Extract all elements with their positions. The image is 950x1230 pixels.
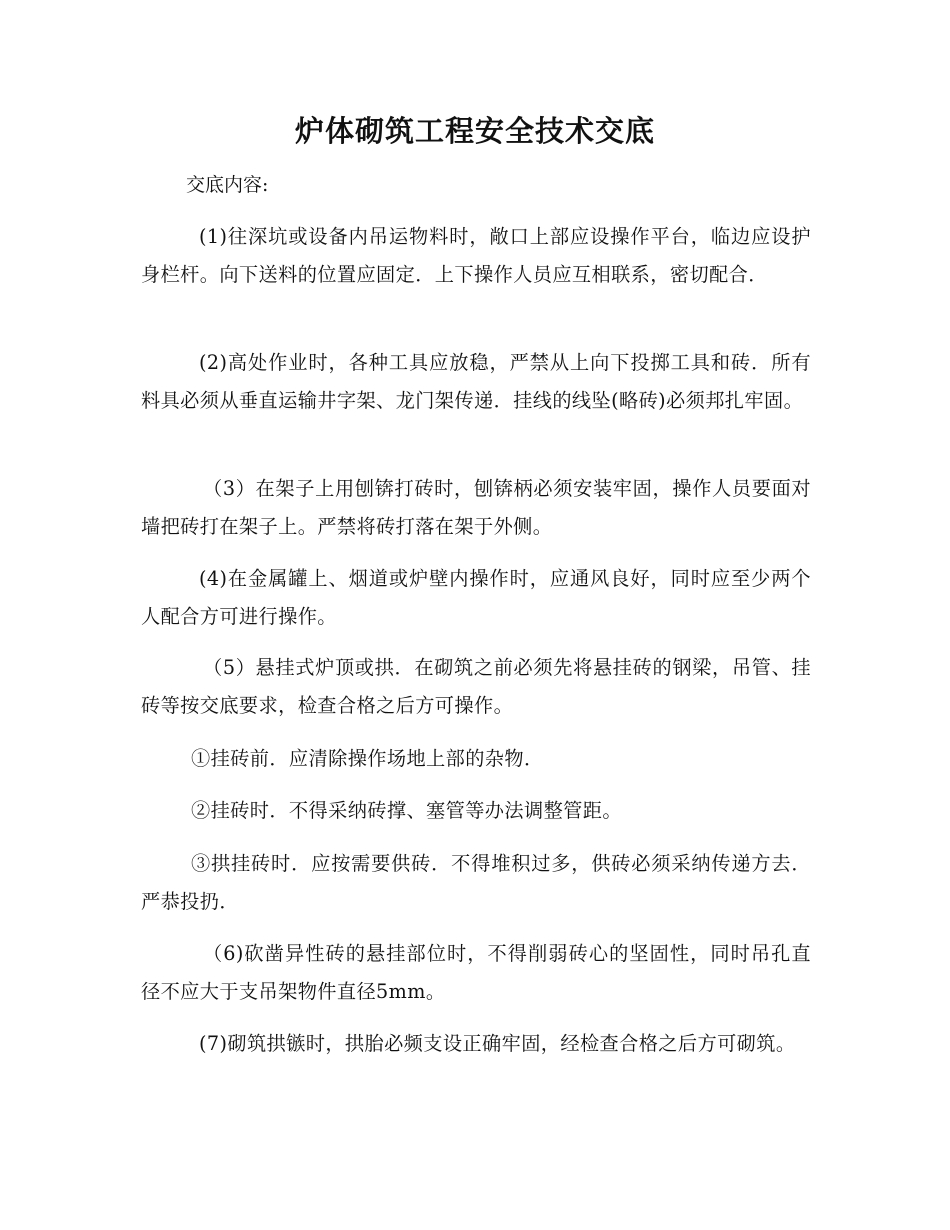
intro-label: 交底内容: xyxy=(186,174,269,196)
paragraph-6: （6)砍凿异性砖的悬挂部位时，不得削弱砖心的坚固性，同时吊孔直径不应大于支吊架物件直径5mm。 xyxy=(141,942,811,1003)
sub-item-3: ③拱挂砖时．应按需要供砖．不得堆积过多，供砖必须采纳传递方去．严恭投扔． xyxy=(141,852,811,913)
document-title: 炉体砌筑工程安全技术交底 xyxy=(294,114,655,148)
paragraph-7: (7)砌筑拱镞时，拱胎必频支设正确牢固，经检查合格之后方可砌筑。 xyxy=(199,1032,796,1055)
paragraph-3: （3）在架子上用刨锛打砖时，刨锛柄必须安装牢固，操作人员要面对墙把砖打在架子上。严禁将砖打落在架于外侧。 xyxy=(141,477,811,538)
paragraph-5: （5）悬挂式炉顶或拱．在砌筑之前必须先将悬挂砖的钢梁，吊管、挂砖等按交底要求，检查合格之后方可操作。 xyxy=(141,656,811,717)
sub-item-2: ②挂砖时．不得采纳砖撑、塞管等办法调整管距。 xyxy=(191,799,622,822)
paragraph-1: (1)往深坑或设备内吊运物料时，敞口上部应设操作平台，临边应设护身栏杆。向下送料的位置应固定．上下操作人员应互相联系，密切配合． xyxy=(141,225,811,286)
sub-item-1: ①挂砖前．应清除操作场地上部的杂物． xyxy=(191,747,544,770)
paragraph-4: (4)在金属罐上、烟道或炉壁内操作时，应通风良好，同时应至少两个人配合方可进行操作。 xyxy=(141,567,811,628)
paragraph-2: (2)高处作业时，各种工具应放稳，严禁从上向下投掷工具和砖．所有料具必须从垂直运输井字架、龙门架传递．挂线的线坠(略砖)必须邦扎牢固。 xyxy=(141,351,811,412)
